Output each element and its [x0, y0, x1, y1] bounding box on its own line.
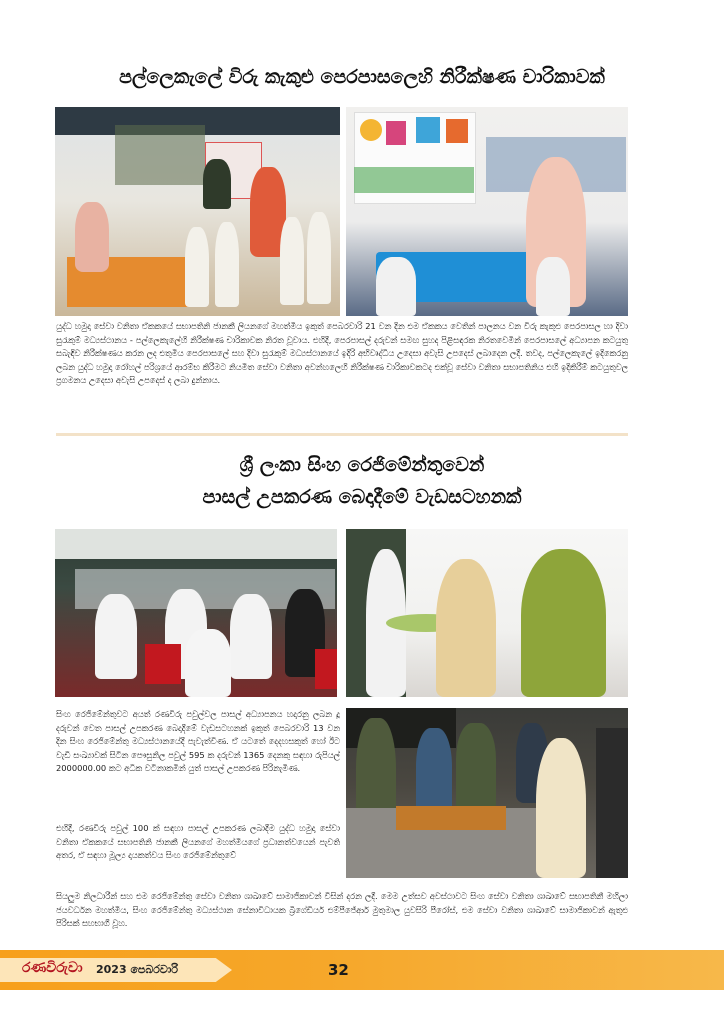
article1-title: පල්ලෙකැලේ විරු කැකුළු පෙරපාසලෙහි නිරීක්ෂණ චාරිකාවක්	[119, 66, 605, 88]
article2-body-part1: සිංහ රෙජිමේන්තුවට අයත් රණවිරු පවුල්වල පාසල් අධ්‍යාපනය හදාරනු ලබන දූ දරුවන් වෙත පාසල් උපකරණ බෙදාදීමේ වැඩසටහනක් ඉකුත් පෙබරවාරි 13 වන දින සිංහ රෙජිමේන්තු මධ්‍යස්ථානයේදී පැවැත්විණ. ඒ යටතේ දෙදහසකුත් හෝ ඊට වැඩි සංඛ්‍යාවක් සිටින පෞසුනිල පවුල් 595 ක දරුවන් 1365 දෙනකු සඳහා රුපියල් 2000000.00 කට අධික වටිනාකමින් යුත් පාසල් උපකරණ පිරිනැමිණ.	[56, 709, 340, 774]
photo-girl-receiving-gift	[346, 529, 628, 697]
page-number: 32	[328, 961, 349, 979]
photo-preschool-classroom	[55, 107, 340, 316]
article2-body-part3: සියලුම නිලධාරීන් සහ එම රෙජිමේන්තු සේවා වනිතා ශාඛාවේ සාමාජිකාවන් විසින් දරන ලදී. මෙම උත්සව අවස්ථාවට සිංහ සේවා වනිතා ශාඛාවේ සභාපතිනී මහිලා ජයවර්ධන මහත්මිය, සිංහ රෙජිමේන්තු මධ්‍යස්ථාන සේනාවිධායක බ්‍රිගේඩියර් එම්පීජේආර් මුතුමාල යුවසිරි පීරෝස්, එම සේවා වනිතා ශාඛාවේ සාමාජිකාවන් ඇතුළු පිරිසක් සහභාගී වූහ.	[56, 891, 628, 929]
photo-chairperson-with-children	[346, 107, 628, 316]
article1-body: යුද්ධ හමුදා සේවා වනිතා ඒකකයේ සභාපතිනි ජානකී ලියනගේ මහත්මිය ඉකුත් පෙබරවාරි 21 වන දින එම ඒකකය වෙතින් පාලනය වන විරු කැකුළු පෙරපාසල හා දිවා සුරැකුම් මධ්‍යස්ථානය - පල්ලෙකැලේහි නිරීක්ෂණ චාරිකාවක නිරත වූවාය. එහිදී, පෙරපාසල් දරුවන් සමඟ සුහද පිළිසඳරක නිරතවෙමින් පෙරපාසලේ අධ්‍යාපන කටයුතු සබැඳිව නිරීක්ෂණය කරන ලද එතුමිය පෙරපාසලේ සහ දිවා සුරැකුම් මධ්‍යස්ථානයේ ඉදිරි අභිවෘද්ධිය උදෙසා අවැසි උපදෙස් ලබාදෙන ලදී. තවද, පල්ලෙකැලේ ඉදිකෙරනු ලබන යුද්ධ හමුදා රෝහල් පරිශ්‍රයේ ආරම්භ කිරීමට නියමිත සේවා වනිතා අවන්හලෙහි නිරීක්ෂණ චාරිකාවකටද එක්වූ සේවා වනිතා සභාපතිනිය එහි ඉදිකිරීම් කටයුතුවල ප්‍රගමනය උදෙසා අවැසි උපදෙස් ද ලබා දුන්නාය.	[56, 321, 628, 386]
issue-date: 2023 පෙබරවාරි	[96, 963, 179, 976]
article2-body-part2: එහිදී, රණවිරු පවුල් 100 ක් සඳහා පාසල් උපකරණ ලබාදීම යුද්ධ හමුදා සේවා වනිතා ඒකකයේ සභාපතිනි ජානකී ලියනගේ මහත්මියගේ ප්‍රධානත්වයෙන් පැවති අතර, ඒ සඳහා මූල්‍ය දායකත්වය සිංහ රෙජිමේන්තුවේ	[56, 823, 340, 861]
page-footer	[0, 950, 724, 990]
photo-officers-display-table	[346, 708, 628, 878]
article2-title-line2: පාසල් උපකරණ බෙදාදීමේ වැඩසටහනක්	[202, 486, 522, 508]
photo-students-receiving-supplies	[55, 529, 337, 697]
section-divider	[56, 433, 628, 436]
article2-title-line1: ශ්‍රී ලංකා සිංහ රෙජිමේන්තුවෙන්	[239, 454, 485, 476]
magazine-brand: රණවිරුවා	[22, 960, 83, 976]
